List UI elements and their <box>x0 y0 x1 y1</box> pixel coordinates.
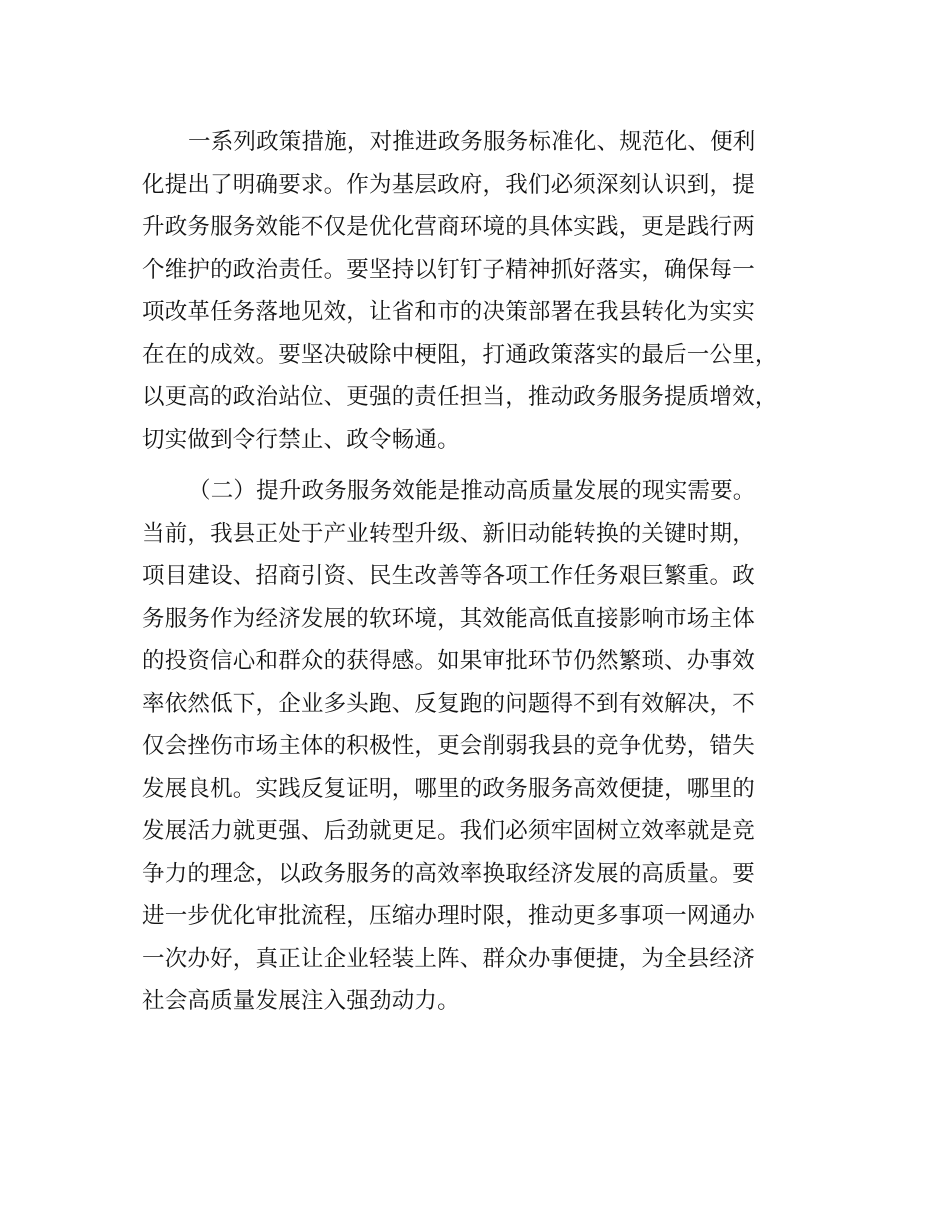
paragraph-1 <box>142 121 842 461</box>
text-line: 个维护的政治责任。要坚持以钉钉子精神抓好落实，确保每一 <box>142 256 755 283</box>
text-line: 发展良机。实践反复证明，哪里的政务服务高效便捷，哪里的 <box>142 775 755 802</box>
paragraph-2 <box>142 470 842 1023</box>
text-line: 一次办好，真正让企业轻装上阵、群众办事便捷，为全县经济 <box>142 945 755 972</box>
document-body <box>142 121 842 1023</box>
text-line: 化提出了明确要求。作为基层政府，我们必须深刻认识到，提 <box>142 171 755 198</box>
text-line: 发展活力就更强、后劲就更足。我们必须牢固树立效率就是竞 <box>142 818 755 844</box>
text-line: 的投资信心和群众的获得感。如果审批环节仍然繁琐、办事效 <box>142 648 755 674</box>
text-line: 升政务服务效能不仅是优化营商环境的具体实践，更是践行两 <box>142 214 755 240</box>
text-line: 社会高质量发展注入强劲动力。 <box>142 988 460 1014</box>
text-line: 争力的理念，以政务服务的高效率换取经济发展的高质量。要 <box>142 860 755 887</box>
text-line: 仅会挫伤市场主体的积极性，更会削弱我县的竞争优势，错失 <box>142 733 755 759</box>
text-line: 切实做到令行禁止、政令畅通。 <box>142 426 460 453</box>
text-line: 一系列政策措施，对推进政务服务标准化、规范化、便利 <box>188 129 756 155</box>
paragraph-spacer <box>142 461 842 470</box>
text-line: 务服务作为经济发展的软环境，其效能高低直接影响市场主体 <box>142 605 755 632</box>
text-line: 项改革任务落地见效，让省和市的决策部署在我县转化为实实 <box>142 299 755 325</box>
text-line: 在在的成效。要坚决破除中梗阻，打通政策落实的最后一公里， <box>142 341 778 368</box>
text-line: （二）提升政务服务效能是推动高质量发展的现实需要。 <box>188 478 756 504</box>
text-line: 项目建设、招商引资、民生改善等各项工作任务艰巨繁重。政 <box>142 563 755 589</box>
text-line: 以更高的政治站位、更强的责任担当，推动政务服务提质增效， <box>142 384 778 410</box>
text-line: 率依然低下，企业多头跑、反复跑的问题得不到有效解决，不 <box>142 690 755 717</box>
text-line: 当前，我县正处于产业转型升级、新旧动能转换的关键时期， <box>142 520 755 547</box>
text-line: 进一步优化审批流程，压缩办理时限，推动更多事项一网通办 <box>142 903 755 929</box>
